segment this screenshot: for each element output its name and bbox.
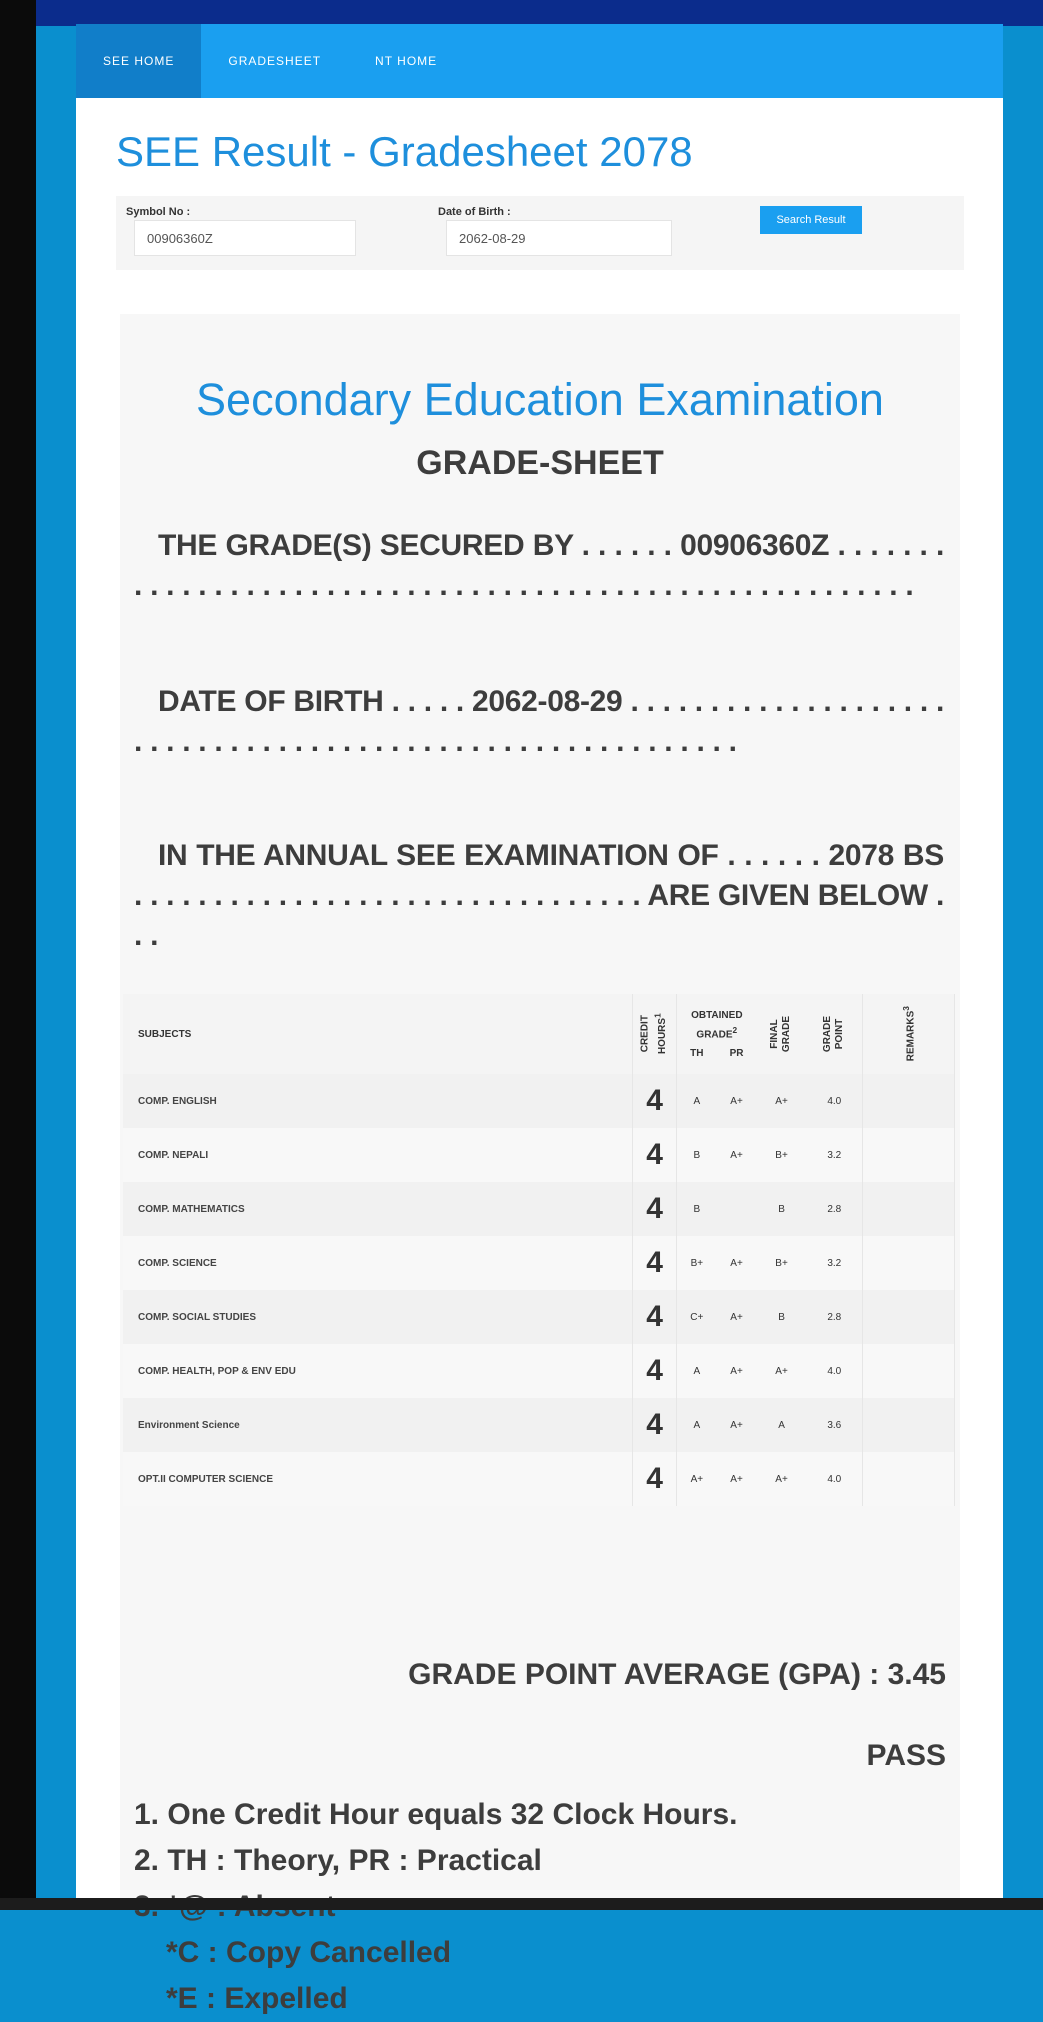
grade-point-cell: 3.6 (807, 1398, 863, 1452)
dob-line-value: 2062-08-29 (471, 685, 623, 718)
exam-bs: BS (902, 839, 944, 872)
remarks-cell (863, 1182, 955, 1236)
search-panel (116, 196, 964, 270)
final-grade-cell: A+ (757, 1452, 807, 1506)
pr-grade-cell: A+ (717, 1452, 757, 1506)
remarks-cell (863, 1344, 955, 1398)
pr-grade-cell: A+ (717, 1290, 757, 1344)
remarks-cell (863, 1128, 955, 1182)
search-result-button[interactable]: Search Result (760, 206, 862, 234)
top-navbar (76, 24, 1003, 98)
th-header: TH (690, 1048, 704, 1060)
table-header-row (123, 994, 955, 1074)
table-row (123, 1182, 955, 1236)
grade-point-cell: 4.0 (807, 1344, 863, 1398)
pr-grade-cell: A+ (717, 1074, 757, 1128)
pr-grade-cell: A+ (717, 1344, 757, 1398)
bottom-bar (0, 1898, 1043, 1910)
pr-grade-cell (717, 1182, 757, 1236)
symbol-input[interactable] (134, 220, 356, 256)
footnote-item: 1. One Credit Hour equals 32 Clock Hours. (134, 1798, 738, 1831)
th-grade-cell: B (677, 1182, 717, 1236)
dob-label: Date of Birth : (438, 206, 511, 218)
grade-point-cell: 3.2 (807, 1128, 863, 1182)
grade-point-cell: 4.0 (807, 1074, 863, 1128)
final-grade-cell: A+ (757, 1074, 807, 1128)
credit-cell: 4 (633, 1344, 677, 1398)
th-grade-cell: C+ (677, 1290, 717, 1344)
subjects-header: SUBJECTS (123, 994, 633, 1074)
exam-year: 2078 (828, 839, 895, 872)
th-grade-cell: B+ (677, 1236, 717, 1290)
pr-header: PR (729, 1048, 744, 1060)
exam-line-label: IN THE ANNUAL SEE EXAMINATION OF (158, 839, 719, 872)
pr-grade-cell: A+ (717, 1398, 757, 1452)
pr-grade-cell: A+ (717, 1128, 757, 1182)
secured-by-symbol: 00906360Z (680, 529, 830, 562)
secured-by-line: THE GRADE(S) SECURED BY . . . . . . 00906360Z . . . . . . . . . . . . . . . . . . . . . . . . . . . . . . . . . . . . . . . . . . . . . . . . . . . . . . . . (134, 529, 944, 602)
nav-nt-home[interactable]: NT HOME (375, 54, 438, 68)
final-grade-cell: B+ (757, 1236, 807, 1290)
grade-point-cell: 2.8 (807, 1182, 863, 1236)
remarks-cell (863, 1398, 955, 1452)
secured-by-label: THE GRADE(S) SECURED BY (158, 529, 574, 562)
table-row (123, 1452, 955, 1506)
remarks-cell (863, 1452, 955, 1506)
pr-grade-cell: A+ (717, 1236, 757, 1290)
subject-cell: COMP. SCIENCE (123, 1236, 633, 1290)
table-row (123, 1128, 955, 1182)
table-row (123, 1074, 955, 1128)
top-strip (0, 0, 1043, 26)
final-grade-cell: B (757, 1290, 807, 1344)
grade-point-cell: 3.2 (807, 1236, 863, 1290)
remarks-cell (863, 1074, 955, 1128)
final-grade-cell: B+ (757, 1128, 807, 1182)
exam-title: Secondary Education Examination (196, 374, 884, 425)
grade-point-header: GRADE POINT (807, 994, 863, 1074)
left-edge (0, 0, 36, 1910)
table-row (123, 1398, 955, 1452)
gradesheet-heading: GRADE-SHEET (416, 444, 664, 482)
exam-line: IN THE ANNUAL SEE EXAMINATION OF . . . . . . 2078 BS . . . . . . . . . . . . . . . . . . . . . . . . . . . . . . . . ARE GIVEN BELOW . . . (134, 839, 944, 952)
th-grade-cell: A (677, 1398, 717, 1452)
dob-input[interactable] (446, 220, 672, 256)
subject-cell: COMP. NEPALI (123, 1128, 633, 1182)
given-below-text: ARE GIVEN BELOW . . . (134, 879, 944, 952)
subject-cell: COMP. SOCIAL STUDIES (123, 1290, 633, 1344)
subject-cell: COMP. ENGLISH (123, 1074, 633, 1128)
th-grade-cell: A+ (677, 1452, 717, 1506)
obtained-grade-header: OBTAINED GRADE$^2$ TH PR (677, 994, 757, 1074)
final-grade-cell: B (757, 1182, 807, 1236)
th-grade-cell: A (677, 1344, 717, 1398)
th-grade-cell: A (677, 1074, 717, 1128)
final-grade-header: FINAL GRADE (757, 994, 807, 1074)
credit-cell: 4 (633, 1290, 677, 1344)
grade-point-cell: 4.0 (807, 1452, 863, 1506)
footnote-item: 2. TH : Theory, PR : Practical (134, 1844, 542, 1877)
dob-line-label: DATE OF BIRTH (158, 685, 384, 718)
result-status: PASS (866, 1739, 946, 1772)
gpa-summary: GRADE POINT AVERAGE (GPA) : 3.45 (408, 1658, 946, 1691)
subject-cell: COMP. HEALTH, POP & ENV EDU (123, 1344, 633, 1398)
nav-gradesheet[interactable]: GRADESHEET (228, 54, 322, 68)
grade-sheet (120, 314, 960, 2015)
subject-cell: COMP. MATHEMATICS (123, 1182, 633, 1236)
credit-cell: 4 (633, 1398, 677, 1452)
table-row (123, 1290, 955, 1344)
final-grade-cell: A (757, 1398, 807, 1452)
credit-cell: 4 (633, 1452, 677, 1506)
table-row (123, 1344, 955, 1398)
grade-point-cell: 2.8 (807, 1290, 863, 1344)
dob-line: DATE OF BIRTH . . . . . 2062-08-29 . . . . . . . . . . . . . . . . . . . . . . . . . . . . . . . . . . . . . . . . . . . . . . . . . . . . . . . . . . (134, 685, 944, 758)
th-grade-cell: B (677, 1128, 717, 1182)
remarks-cell (863, 1290, 955, 1344)
footnote-item: *E : Expelled (166, 1982, 348, 2015)
credit-cell: 4 (633, 1182, 677, 1236)
credit-hours-header: CREDIT HOURS$^1$ (633, 994, 677, 1074)
subject-cell: Environment Science (123, 1398, 633, 1452)
remarks-header: REMARKS$^3$ (863, 994, 955, 1074)
final-grade-cell: A+ (757, 1344, 807, 1398)
symbol-label: Symbol No : (126, 206, 191, 218)
credit-cell: 4 (633, 1128, 677, 1182)
subject-cell: OPT.II COMPUTER SCIENCE (123, 1452, 633, 1506)
remarks-cell (863, 1236, 955, 1290)
grades-table (123, 994, 955, 1506)
main-card (76, 98, 1003, 2015)
credit-cell: 4 (633, 1236, 677, 1290)
footnote-item: *C : Copy Cancelled (166, 1936, 452, 1969)
table-row (123, 1236, 955, 1290)
page-title: SEE Result - Gradesheet 2078 (116, 128, 693, 175)
nav-see-home[interactable]: SEE HOME (76, 24, 201, 98)
credit-cell: 4 (633, 1074, 677, 1128)
